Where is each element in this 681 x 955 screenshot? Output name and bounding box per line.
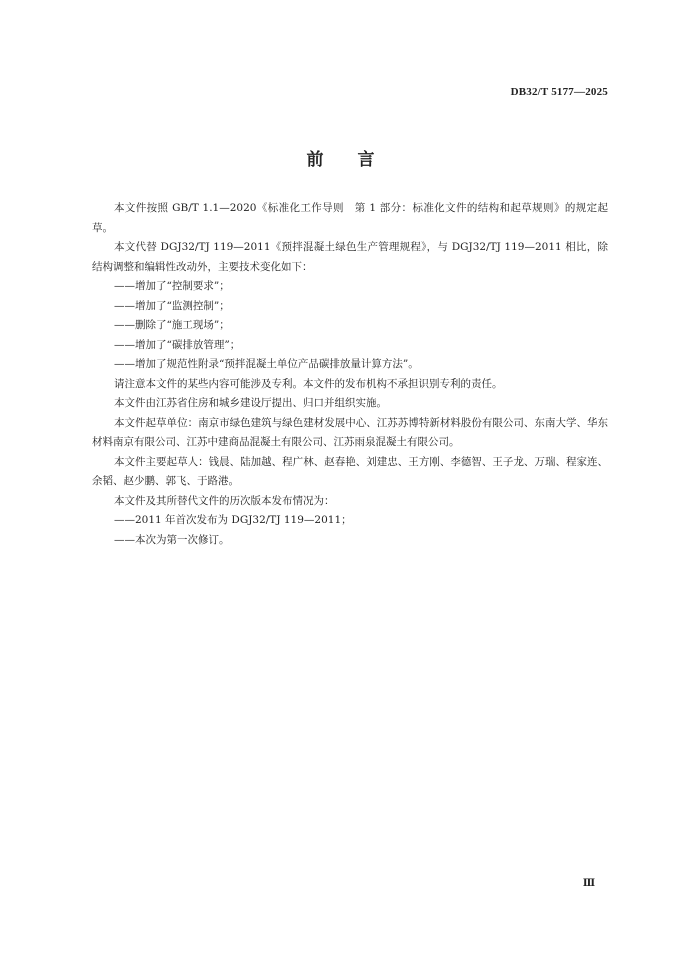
paragraph-drafting-basis: 本文件按照 GB/T 1.1—2020《标准化工作导则 第 1 部分：标准化文件的结构和起草规则》的规定起草。 [92,202,608,234]
change-item: ——增加了“控制要求”； [114,280,230,292]
change-item: ——增加了规范性附录“预拌混凝土单位产品碳排放量计算方法”。 [114,358,419,370]
history-item: ——本次为第一次修订。 [114,533,230,546]
foreword-body [92,199,608,550]
document-code: DB32/T 5177—2025 [510,86,608,98]
change-item: ——删除了“施工现场”； [114,319,230,331]
paragraph-proposer: 本文件由江苏省住房和城乡建设厅提出、归口并组织实施。 [114,397,387,409]
paragraph-replacement: 本文代替 DGJ32/TJ 119—2011《预拌混凝土绿色生产管理规程》，与 DGJ32/TJ 119—2011 相比，除结构调整和编辑性改动外，主要技术变化如下： [92,241,608,273]
paragraph-patent-notice: 请注意本文件的某些内容可能涉及专利。本文件的发布机构不承担识别专利的责任。 [114,377,503,390]
page-title: 前 言 [306,150,375,170]
paragraph-drafting-units: 本文件起草单位：南京市绿色建筑与绿色建材发展中心、江苏苏博特新材料股份有限公司、东南大学、华东材料南京有限公司、江苏中建商品混凝土有限公司、江苏雨泉混凝土有限公司。 [92,416,608,448]
history-item: ——2011 年首次发布为 DGJ32/TJ 119—2011； [114,514,352,526]
page-number: Ⅲ [582,878,595,889]
change-item: ——增加了“监测控制”； [114,299,230,312]
change-item: ——增加了“碳排放管理”； [114,338,241,351]
paragraph-drafters: 本文件主要起草人：钱晨、陆加越、程广林、赵春艳、刘建忠、王方刚、李德智、王子龙、万瑞、程家连、余韬、赵少鹏、郭飞、于路港。 [92,455,608,487]
paragraph-history-intro: 本文件及其所替代文件的历次版本发布情况为： [114,494,335,507]
